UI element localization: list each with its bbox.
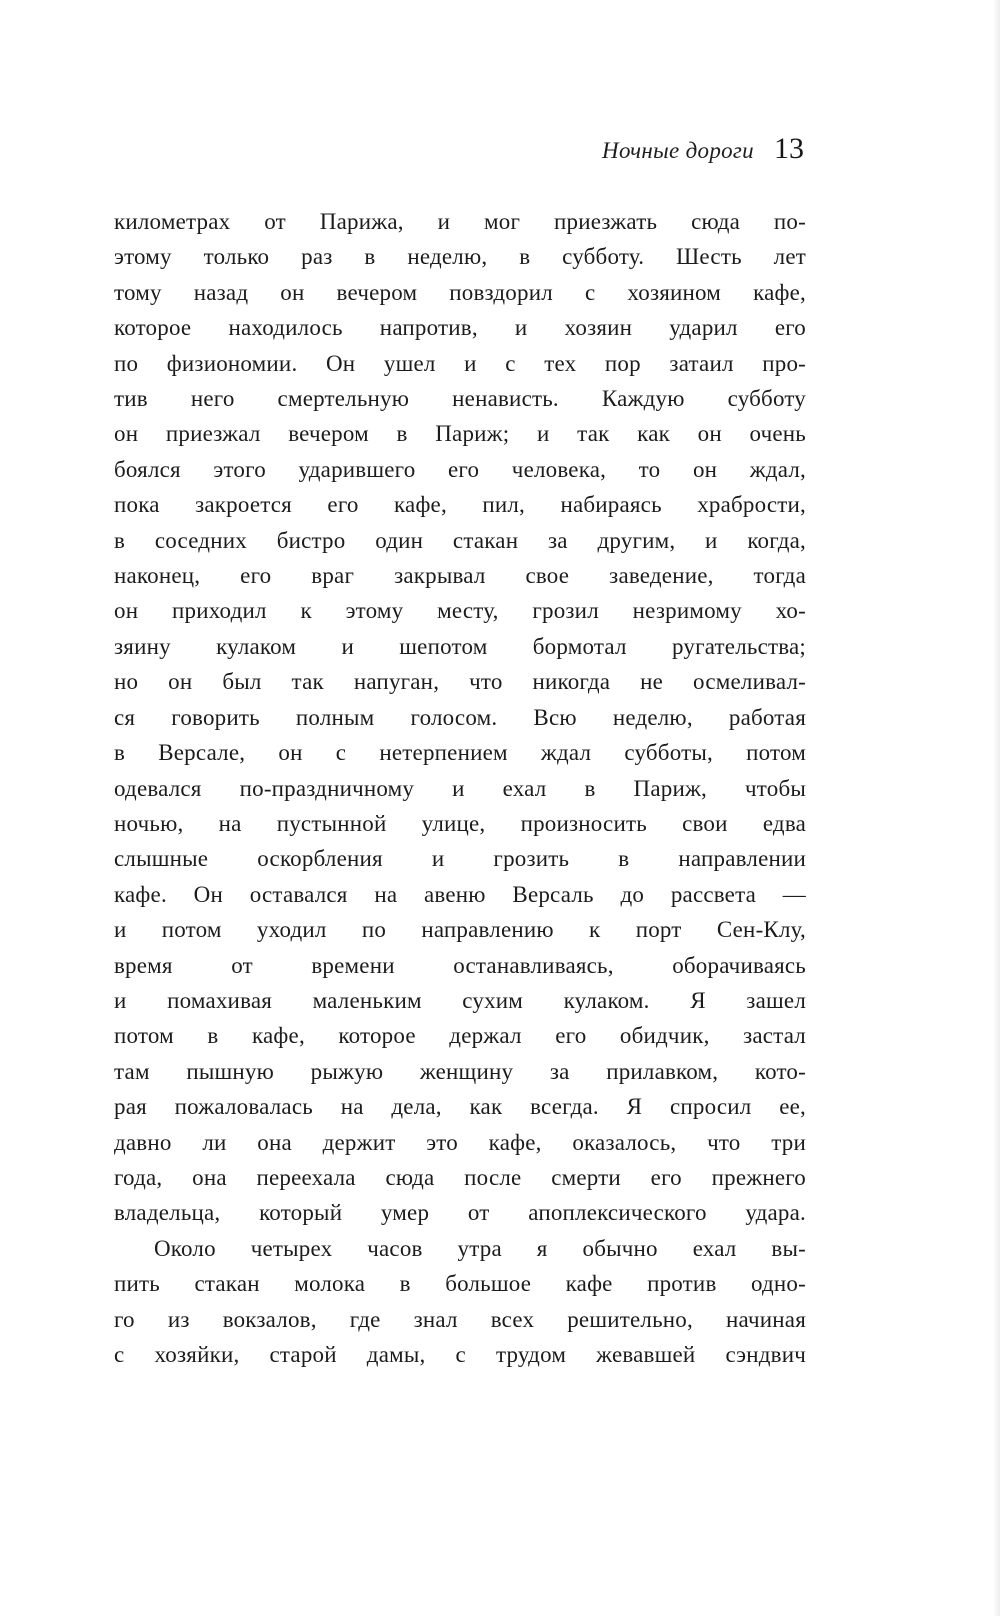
text-line: в соседних бистро один стакан за другим, и когда, bbox=[114, 527, 806, 553]
text-line: тому назад он вечером повздорил с хозяином кафе, bbox=[114, 279, 806, 305]
text-line: одевался по-праздничному и ехал в Париж, чтобы bbox=[114, 775, 806, 801]
text-line: но он был так напуган, что никогда не осмеливал- bbox=[114, 669, 806, 695]
running-title: Ночные дороги bbox=[602, 138, 754, 163]
text-line: он приезжал вечером в Париж; и так как он очень bbox=[114, 421, 806, 447]
text-block bbox=[114, 132, 806, 1372]
text-line: рая пожаловалась на дела, как всегда. Я спросил ее, bbox=[114, 1094, 806, 1120]
text-line: время от времени останавливаясь, оборачиваясь bbox=[114, 952, 806, 978]
text-line: года, она переехала сюда после смерти его прежнего bbox=[114, 1164, 806, 1190]
text-line: го из вокзалов, где знал всех решительно, начиная bbox=[114, 1306, 806, 1332]
text-line: тив него смертельную ненависть. Каждую субботу bbox=[114, 386, 806, 412]
text-line: которое находилось напротив, и хозяин ударил его bbox=[114, 315, 806, 341]
text-line: и помахивая маленьким сухим кулаком. Я зашел bbox=[114, 987, 806, 1013]
text-line: давно ли она держит это кафе, оказалось, что три bbox=[114, 1129, 806, 1155]
text-line: этому только раз в неделю, в субботу. Шесть лет bbox=[114, 244, 806, 270]
text-line: пока закроется его кафе, пил, набираясь храбрости, bbox=[114, 492, 806, 518]
text-line: кафе. Он оставался на авеню Версаль до рассвета — bbox=[114, 881, 806, 907]
page-edge-shadow bbox=[993, 0, 1000, 1616]
text-line: владельца, который умер от апоплексического удара. bbox=[114, 1200, 806, 1226]
text-line: наконец, его враг закрывал свое заведение, тогда bbox=[114, 563, 806, 589]
text-line: зяину кулаком и шепотом бормотал ругательства; bbox=[114, 633, 806, 659]
page-number: 13 bbox=[774, 132, 804, 165]
text-line: потом в кафе, которое держал его обидчик, застал bbox=[114, 1023, 806, 1049]
text-line: и потом уходил по направлению к порт Сен-Клу, bbox=[114, 917, 806, 943]
text-line: пить стакан молока в большое кафе против одно- bbox=[114, 1271, 806, 1297]
running-header bbox=[114, 132, 806, 166]
text-line: километрах от Парижа, и мог приезжать сюда по- bbox=[114, 209, 806, 234]
text-line: слышные оскорбления и грозить в направлении bbox=[114, 846, 806, 872]
body-text bbox=[114, 204, 806, 1372]
text-line: там пышную рыжую женщину за прилавком, кото- bbox=[114, 1058, 806, 1084]
text-line: он приходил к этому месту, грозил незримому хо- bbox=[114, 598, 806, 624]
text-line: боялся этого ударившего его человека, то он ждал, bbox=[114, 456, 806, 482]
text-line-paragraph-start: Около четырех часов утра я обычно ехал вы- bbox=[154, 1235, 806, 1261]
text-line: ночью, на пустынной улице, произносить свои едва bbox=[114, 810, 806, 836]
text-line: с хозяйки, старой дамы, с трудом жевавшей сэндвич bbox=[114, 1342, 806, 1367]
text-line: по физиономии. Он ушел и с тех пор затаил про- bbox=[114, 350, 806, 376]
text-line: в Версале, он с нетерпением ждал субботы, потом bbox=[114, 740, 806, 766]
text-line: ся говорить полным голосом. Всю неделю, работая bbox=[114, 704, 806, 730]
